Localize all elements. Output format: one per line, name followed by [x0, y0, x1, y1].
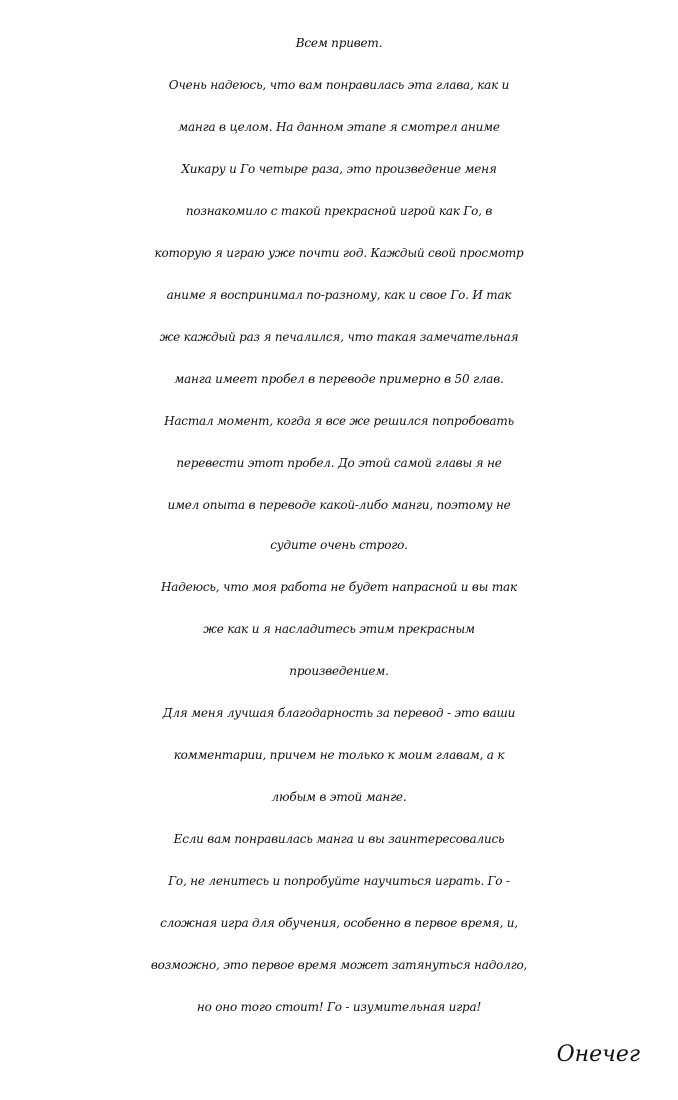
letter-line-15: произведением. — [289, 664, 389, 678]
letter-line-14: же как и я насладитесь этим прекрасным — [203, 622, 475, 636]
letter-line-11: имел опыта в переводе какой-либо манги, поэтому не — [167, 498, 511, 512]
letter-line-16: Для меня лучшая благодарность за перевод - это ваши — [162, 706, 516, 720]
letter-line-17: комментарии, причем не только к моим главам, а к — [173, 748, 505, 762]
letter-line-13: Надеюсь, что моя работа не будет напрасной и вы так — [161, 580, 517, 594]
letter-line-7: же каждый раз я печалился, что такая замечательная — [159, 330, 519, 344]
letter-line-19: Если вам понравилась манга и вы заинтересовались — [173, 832, 505, 846]
letter-line-4: познакомило с такой прекрасной игрой как Го, в — [185, 204, 493, 218]
letter-line-9: Настал момент, когда я все же решился попробовать — [164, 414, 514, 428]
greeting-line: Всем привет. — [295, 36, 383, 50]
letter-line-18: любым в этой манге. — [271, 790, 407, 804]
letter-line-22: возможно, это первое время может затянуться надолго, — [150, 958, 528, 972]
letter-line-2: манга в целом. На данном этапе я смотрел аниме — [178, 120, 500, 134]
letter-line-10: перевести этот пробел. До этой самой главы я не — [176, 456, 502, 470]
letter-line-23: но оно того стоит! Го - изумительная игра! — [196, 1000, 482, 1014]
letter-line-1: Очень надеюсь, что вам понравилась эта глава, как и — [168, 78, 510, 92]
letter-line-6: аниме я воспринимал по-разному, как и свое Го. И так — [166, 288, 512, 302]
letter-line-8: манга имеет пробел в переводе примерно в 50 глав. — [174, 372, 504, 386]
letter-line-3: Хикару и Го четыре раза, это произведение меня — [181, 162, 497, 176]
letter-line-5: которую я играю уже почти год. Каждый свой просмотр — [154, 246, 524, 260]
letter-line-21: сложная игра для обучения, особенно в первое время, и, — [160, 916, 518, 930]
letter-line-20: Го, не ленитесь и попробуйте научиться играть. Го - — [168, 874, 510, 888]
letter-line-12: судите очень строго. — [270, 538, 408, 552]
signature: Онечег — [556, 1042, 640, 1067]
